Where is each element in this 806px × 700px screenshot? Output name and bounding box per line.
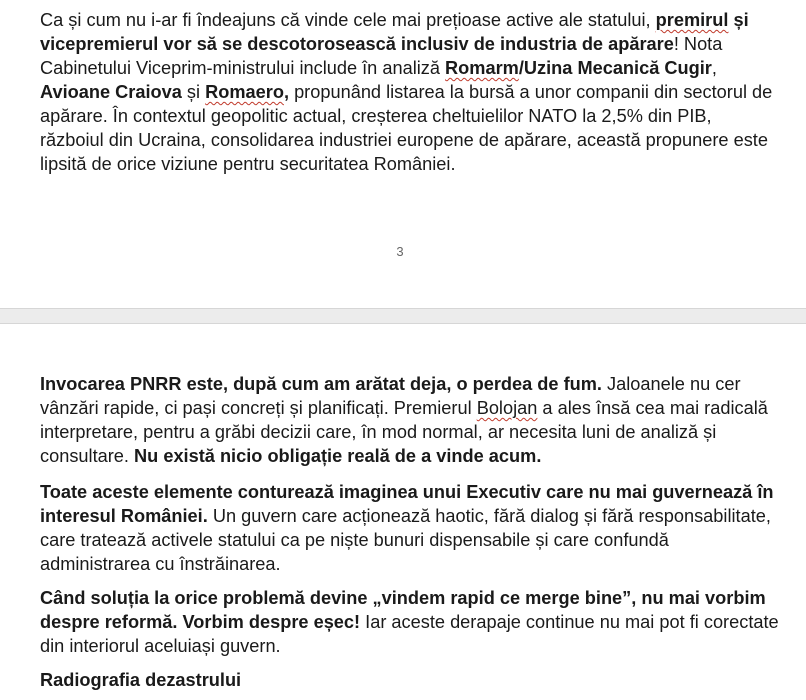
bold-text: Nu există nicio obligație reală de a vinde acum.: [134, 446, 542, 466]
section-heading: [40, 668, 780, 692]
text-run: Jaloanele nu cer vânzări rapide, ci pași concreți și planificați. Premierul: [40, 374, 741, 418]
bold-text: ,: [283, 82, 290, 102]
text-run: a ales însă cea mai radicală interpretare, pentru a grăbi decizii care, în mod normal, ar necesita luni de analiză și consultare.: [40, 398, 768, 466]
paragraph-pnrr: [40, 372, 780, 468]
bold-run: [205, 82, 289, 102]
document-page-4: [0, 324, 806, 700]
paragraph-reform: [40, 586, 780, 658]
bold-text: Când soluția la orice problemă devine „vindem rapid ce merge bine”, nu mai vorbim despre reformă. Vorbim despre eșec!: [40, 588, 766, 632]
page-number: 3: [396, 244, 404, 259]
bold-text: Invocarea PNRR este, după cum am arătat deja, o perdea de fum.: [40, 374, 602, 394]
text-run: și: [181, 82, 206, 102]
spellcheck-word[interactable]: Romaero: [205, 82, 284, 102]
document-page-3: [0, 0, 806, 308]
text-run: Ca și cum nu i-ar fi îndeajuns că vinde cele mai prețioase active ale statului,: [40, 10, 656, 30]
bold-text: Toate aceste elemente conturează imaginea unui Executiv care nu mai guvernează în interesul României.: [40, 482, 774, 526]
heading-text: Radiografia dezastrului: [40, 670, 242, 690]
text-run: Un guvern care acționează haotic, fără dialog și fără responsabilitate, care tratează activele statului ca pe niște bunuri dispensabile și care confundă administrarea cu înstrăinarea.: [40, 506, 771, 574]
text-run: propunând listarea la bursă a unor companii din sectorul de apărare. În contextul geopolitic actual, creșterea cheltuielilor NATO la 2,5% din PIB, războiul din Ucraina, consolidarea industriei europene de apărare, această propunere este lipsită de orice viziune pentru securitatea României.: [40, 82, 773, 174]
paragraph-defense-industry: [40, 8, 780, 176]
text-run: Iar aceste derapaje continue nu mai pot fi corectate din interiorul aceluiași guvern.: [40, 612, 779, 656]
paragraph-executive: [40, 480, 780, 576]
bold-run: [445, 58, 712, 78]
page-break-gap: [0, 308, 806, 324]
spellcheck-word[interactable]: Romarm: [445, 58, 519, 78]
text-run: ! Nota Cabinetului Viceprim-ministrului include în analiză: [40, 34, 723, 78]
bold-text: /Uzina Mecanică Cugir: [518, 58, 712, 78]
spellcheck-word[interactable]: premirul: [655, 10, 729, 30]
text-run: ,: [711, 58, 717, 78]
bold-text: Avioane Craiova: [40, 82, 182, 102]
spellcheck-word[interactable]: Bolojan: [476, 398, 538, 418]
bold-text: și vicepremierul vor să se descotorosească inclusiv de industria de apărare: [40, 10, 749, 54]
